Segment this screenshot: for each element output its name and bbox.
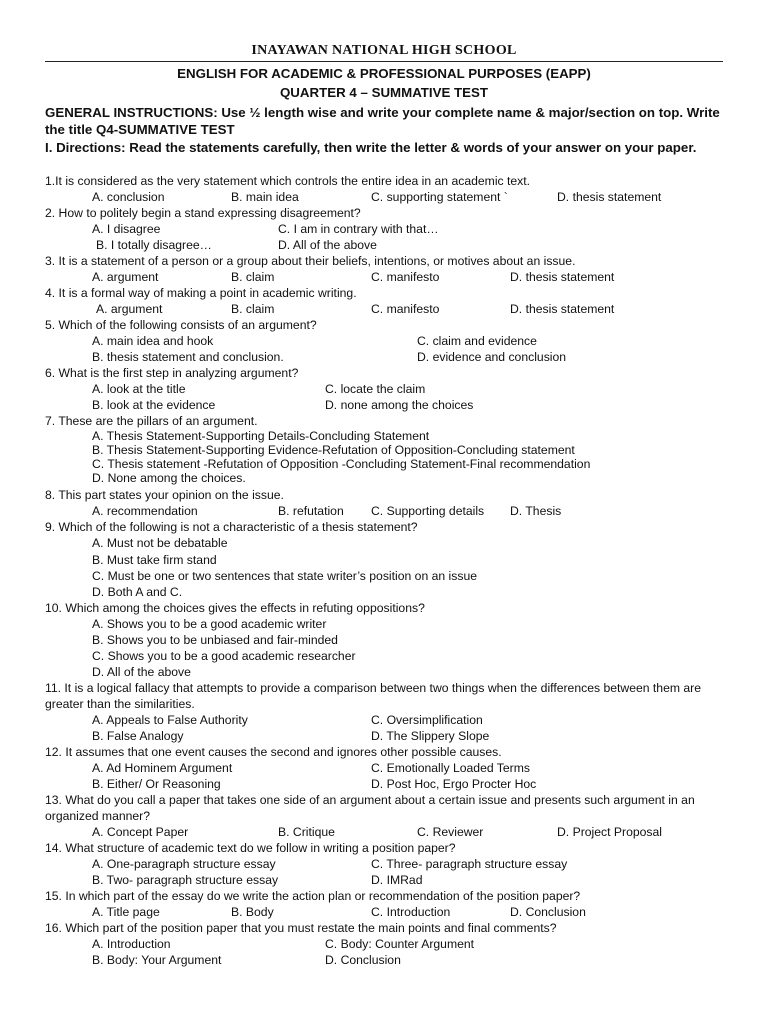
question-text: 16. Which part of the position paper that you must restate the main points and final comments? [45, 921, 557, 935]
question-text: 3. It is a statement of a person or a group about their beliefs, intentions, or motives about an issue. [45, 254, 576, 268]
question-text: 7. These are the pillars of an argument. [45, 414, 258, 428]
choice: B. refutation [278, 504, 344, 518]
question-text: 5. Which of the following consists of an argument? [45, 318, 317, 332]
choice: B. Thesis Statement-Supporting Evidence-Refutation of Opposition-Concluding statement [92, 443, 575, 457]
choice: B. claim [231, 302, 275, 316]
choice: A. argument [92, 270, 159, 284]
choice: A. conclusion [92, 190, 165, 204]
choice: A. argument [96, 302, 163, 316]
choice: A. I disagree [92, 222, 161, 236]
choice: C. locate the claim [325, 382, 426, 396]
choice: B. claim [231, 270, 275, 284]
choice: C. I am in contrary with that… [278, 222, 439, 236]
choice: D. Post Hoc, Ergo Procter Hoc [371, 777, 537, 791]
choice: B. look at the evidence [92, 398, 216, 412]
choice: A. Must not be debatable [92, 536, 228, 550]
school-name: INAYAWAN NATIONAL HIGH SCHOOL [251, 43, 517, 58]
choice: B. Body: Your Argument [92, 953, 222, 967]
choice: C. Shows you to be a good academic researcher [92, 649, 356, 663]
choice: B. Two- paragraph structure essay [92, 873, 279, 887]
question-text: 10. Which among the choices gives the effects in refuting oppositions? [45, 601, 425, 615]
choice: C. Thesis statement -Refutation of Opposition -Concluding Statement-Final recommendation [92, 457, 591, 471]
choice: D. Both A and C. [92, 585, 183, 599]
choice: D. thesis statement [510, 302, 615, 316]
choice: C. Oversimplification [371, 713, 483, 727]
choice: B. main idea [231, 190, 299, 204]
choice: D. All of the above [278, 238, 377, 252]
choice: D. The Slippery Slope [371, 729, 490, 743]
question-text: 11. It is a logical fallacy that attempts to provide a comparison between two things when the differences between them are greater than the similarities. [45, 681, 702, 711]
choice: A. One-paragraph structure essay [92, 857, 276, 871]
choice: C. manifesto [371, 302, 440, 316]
choice: D. None among the choices. [92, 471, 246, 485]
choice: D. Conclusion [325, 953, 401, 967]
choice: D. thesis statement [510, 270, 615, 284]
choice: B. thesis statement and conclusion. [92, 350, 284, 364]
choice: C. Must be one or two sentences that state writer’s position on an issue [92, 569, 478, 583]
choice: D. evidence and conclusion [417, 350, 567, 364]
choice: A. Concept Paper [92, 825, 189, 839]
question-text: 6. What is the first step in analyzing argument? [45, 366, 299, 380]
question-text: 8. This part states your opinion on the issue. [45, 488, 284, 502]
choice: C. claim and evidence [417, 334, 537, 348]
choice: C. Three- paragraph structure essay [371, 857, 568, 871]
choice: C. supporting statement ` [371, 190, 508, 204]
choice: B. Critique [278, 825, 335, 839]
directions: I. Directions: Read the statements carefully, then write the letter & words of your answer on your paper. [45, 140, 697, 155]
question-text: 12. It assumes that one event causes the second and ignores other possible causes. [45, 745, 502, 759]
choice: D. Project Proposal [557, 825, 662, 839]
question-text: 13. What do you call a paper that takes one side of an argument about a certain issue and presents such argument in an organized manner? [45, 793, 695, 823]
choice: D. none among the choices [325, 398, 474, 412]
choice: B. I totally disagree… [96, 238, 212, 252]
choice: A. Introduction [92, 937, 171, 951]
choice: A. Ad Hominem Argument [92, 761, 233, 775]
choice: B. False Analogy [92, 729, 184, 743]
question-text: 1.It is considered as the very statement which controls the entire idea in an academic text. [45, 174, 531, 188]
question-text: 9. Which of the following is not a characteristic of a thesis statement? [45, 520, 418, 534]
choice: C. Emotionally Loaded Terms [371, 761, 530, 775]
choice: C. Supporting details [371, 504, 485, 518]
choice: D. thesis statement [557, 190, 662, 204]
question-text: 15. In which part of the essay do we write the action plan or recommendation of the position paper? [45, 889, 581, 903]
quarter-title: QUARTER 4 – SUMMATIVE TEST [279, 85, 489, 100]
choice: D. Thesis [510, 504, 562, 518]
subject-title: ENGLISH FOR ACADEMIC & PROFESSIONAL PURPOSES (EAPP) [177, 66, 591, 81]
choice: A. main idea and hook [92, 334, 214, 348]
choice: A. Appeals to False Authority [92, 713, 248, 727]
choice: C. Introduction [371, 905, 451, 919]
question-text: 4. It is a formal way of making a point in academic writing. [45, 286, 357, 300]
question-text: 14. What structure of academic text do we follow in writing a position paper? [45, 841, 456, 855]
choice: B. Must take firm stand [92, 553, 217, 567]
choice: B. Either/ Or Reasoning [92, 777, 221, 791]
choice: C. Reviewer [417, 825, 484, 839]
choice: C. Body: Counter Argument [325, 937, 475, 951]
choice: D. All of the above [92, 665, 191, 679]
choice: A. Thesis Statement-Supporting Details-Concluding Statement [92, 429, 430, 443]
choice: B. Shows you to be unbiased and fair-minded [92, 633, 338, 647]
question-text: 2. How to politely begin a stand expressing disagreement? [45, 206, 361, 220]
choice: A. Title page [92, 905, 160, 919]
choice: D. IMRad [371, 873, 423, 887]
choice: A. recommendation [92, 504, 198, 518]
choice: A. Shows you to be a good academic writer [92, 617, 327, 631]
general-instructions: GENERAL INSTRUCTIONS: Use ½ length wise and write your complete name & major/section on top. Write the title Q4-SUMMATIVE TEST [45, 105, 720, 137]
choice: B. Body [231, 905, 274, 919]
choice: A. look at the title [92, 382, 186, 396]
choice: C. manifesto [371, 270, 440, 284]
choice: D. Conclusion [510, 905, 586, 919]
header-divider [45, 61, 723, 62]
